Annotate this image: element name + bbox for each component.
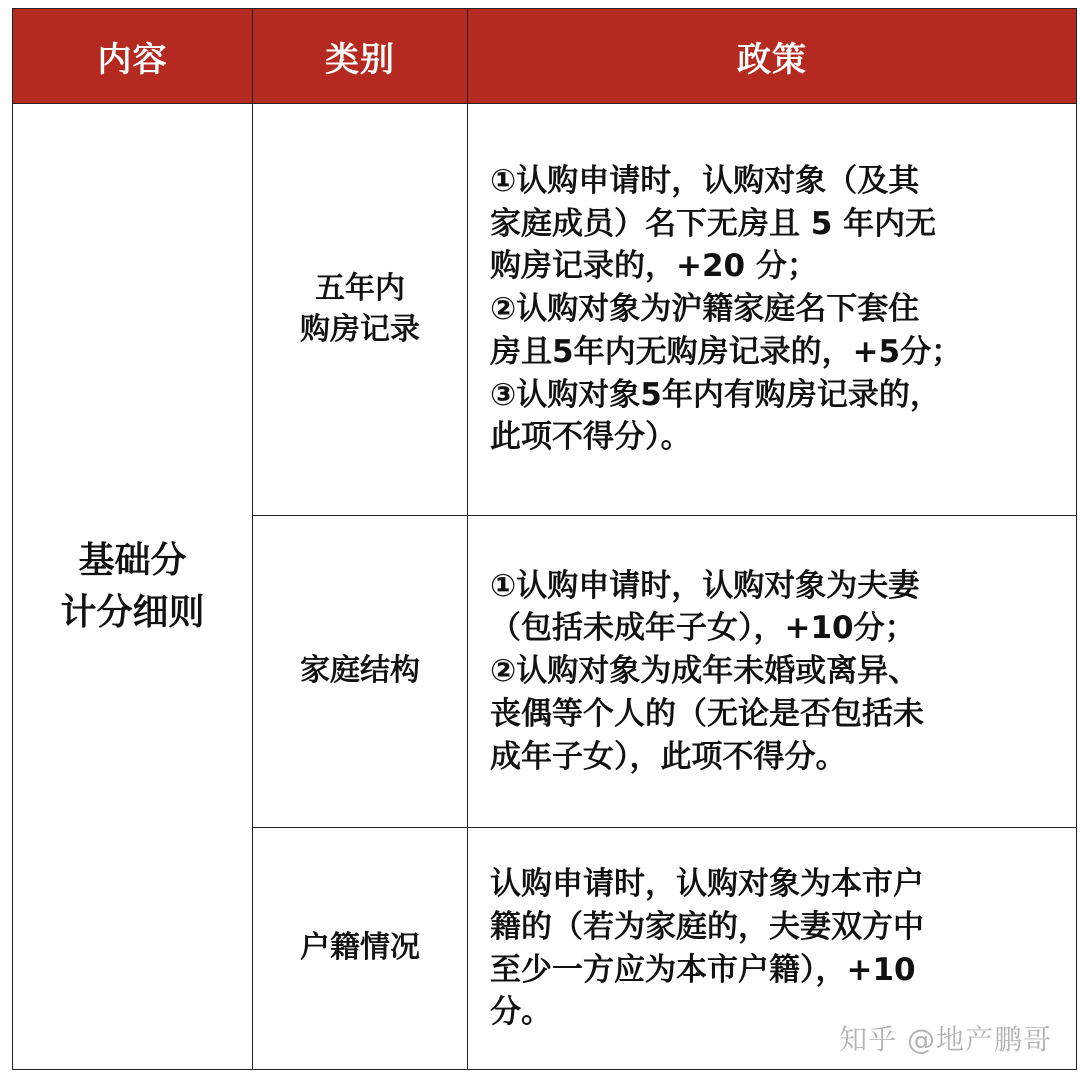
policy-cell-purchase-record — [468, 104, 1077, 516]
category-line: 户籍情况 — [300, 930, 420, 966]
policy-line: 此项不得分）。 — [490, 419, 692, 456]
header-content: 内容 — [13, 9, 253, 104]
policy-line: 认购申请时，认购对象为本市户 — [490, 865, 924, 902]
policy-line: （包括未成年子女），+10分； — [490, 610, 916, 647]
category-cell-purchase-record — [253, 104, 468, 516]
header-category: 类别 — [253, 9, 468, 104]
policy-line: 至少一方应为本市户籍），+10 — [490, 951, 916, 988]
policy-line: 房且5年内无购房记录的，+5分； — [490, 333, 963, 370]
group-label-line: 基础分 — [78, 540, 187, 582]
policy-line: 家庭成员）名下无房且 5 年内无 — [490, 205, 937, 242]
table-header-row — [13, 9, 1077, 104]
policy-line: 成年子女），此项不得分。 — [490, 738, 847, 775]
table-row — [13, 104, 1077, 516]
policy-table — [12, 8, 1077, 1070]
policy-line: 分。 — [490, 994, 552, 1031]
category-cell-household-registration — [253, 828, 468, 1070]
policy-line: 丧偶等个人的（无论是否包括未 — [490, 695, 924, 732]
group-label-cell — [13, 104, 253, 1070]
policy-line: ①认购申请时，认购对象（及其 — [490, 162, 920, 199]
category-cell-family-structure — [253, 516, 468, 828]
group-label-line: 计分细则 — [60, 591, 205, 633]
policy-line: ③认购对象5年内有购房记录的， — [490, 376, 941, 413]
policy-table-container — [12, 8, 1076, 1070]
category-line: 五年内 — [315, 271, 405, 306]
policy-line: 购房记录的，+20 分； — [490, 248, 818, 285]
category-line: 购房记录 — [300, 311, 420, 347]
policy-line: ②认购对象为成年未婚或离异、 — [490, 653, 920, 690]
policy-cell-family-structure — [468, 516, 1077, 828]
policy-line: 籍的（若为家庭的，夫妻双方中 — [490, 908, 924, 945]
header-policy: 政策 — [468, 9, 1077, 104]
policy-line: ②认购对象为沪籍家庭名下套住 — [490, 291, 920, 328]
watermark: 知乎 @地产鹏哥 — [839, 1023, 1052, 1056]
category-line: 家庭结构 — [300, 653, 420, 689]
policy-line: ①认购申请时，认购对象为夫妻 — [490, 567, 920, 604]
